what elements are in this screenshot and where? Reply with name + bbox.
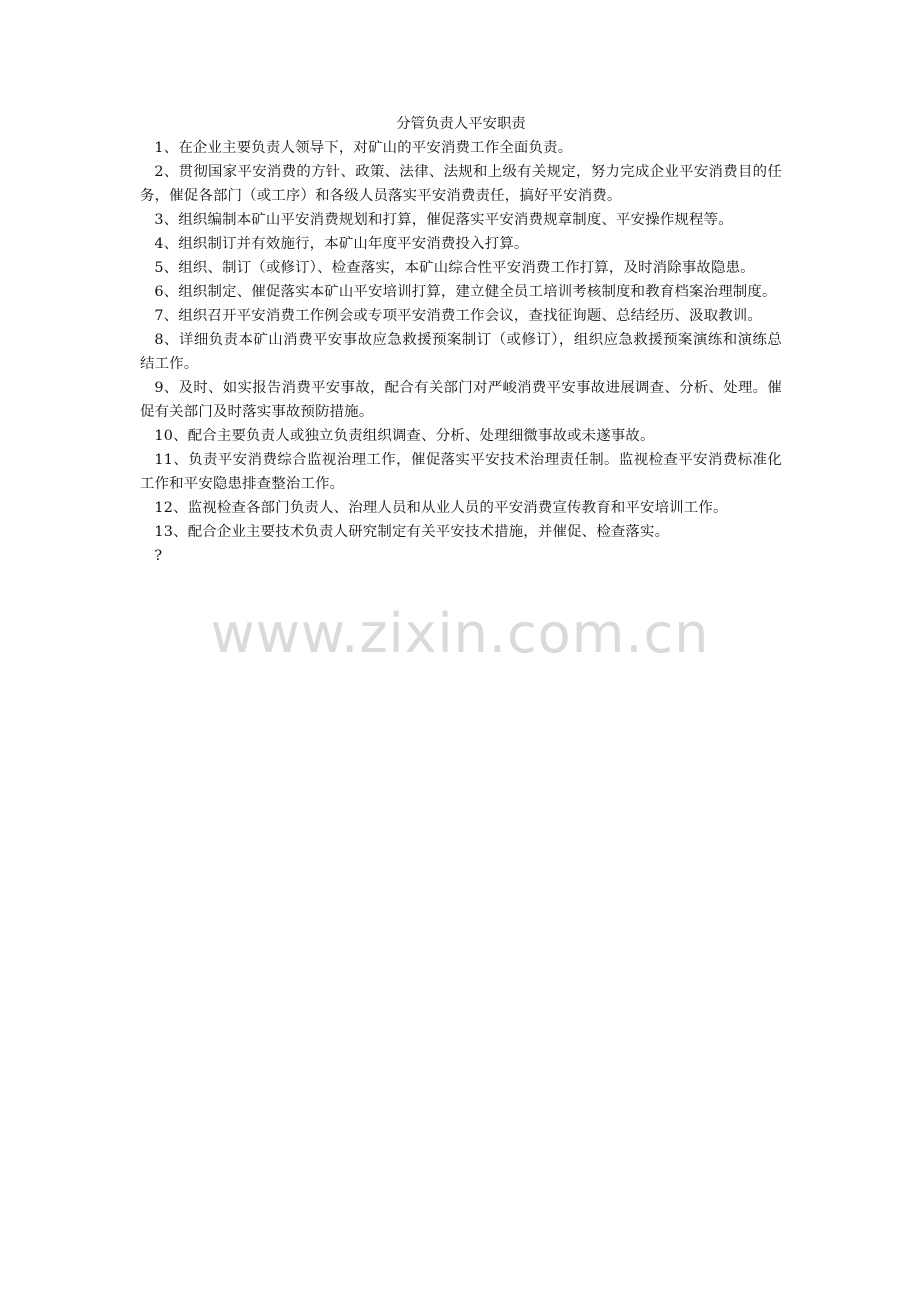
paragraph-6: 6、组织制定、催促落实本矿山平安培训打算，建立健全员工培训考核制度和教育档案治理制度。 xyxy=(154,284,777,300)
document-title: 分管负责人平安职责 xyxy=(396,116,526,132)
paragraph-11: 11、负责平安消费综合监视治理工作，催促落实平安技术治理责任制。监视检查平安消费标准化工作和平安隐患排查整治工作。 xyxy=(140,452,782,492)
paragraph-13: 13、配合企业主要技术负责人研究制定有关平安技术措施，并催促、检查落实。 xyxy=(154,524,670,540)
paragraph-4: 4、组织制订并有效施行，本矿山年度平安消费投入打算。 xyxy=(154,236,529,252)
paragraph-7: 7、组织召开平安消费工作例会或专项平安消费工作会议，查找征询题、总结经历、汲取教训。 xyxy=(154,308,762,324)
paragraph-12: 12、监视检查各部门负责人、治理人员和从业人员的平安消费宣传教育和平安培训工作。 xyxy=(154,500,728,516)
watermark: www.zixin.com.cn xyxy=(210,602,710,665)
paragraph-5: 5、组织、制订（或修订）、检查落实，本矿山综合性平安消费工作打算，及时消除事故隐患。 xyxy=(154,260,755,276)
paragraph-8: 8、详细负责本矿山消费平安事故应急救援预案制订（或修订），组织应急救援预案演练和演练总结工作。 xyxy=(140,332,782,372)
trailing-mark: ? xyxy=(154,548,163,564)
paragraph-2: 2、贯彻国家平安消费的方针、政策、法律、法规和上级有关规定，努力完成企业平安消费目的任务，催促各部门（或工序）和各级人员落实平安消费责任，搞好平安消费。 xyxy=(140,164,782,204)
paragraph-3: 3、组织编制本矿山平安消费规划和打算，催促落实平安消费规章制度、平安操作规程等。 xyxy=(154,212,733,228)
paragraph-9: 9、及时、如实报告消费平安事故，配合有关部门对严峻消费平安事故进展调查、分析、处理。催促有关部门及时落实事故预防措施。 xyxy=(140,380,782,420)
paragraph-10: 10、配合主要负责人或独立负责组织调查、分析、处理细微事故或未遂事故。 xyxy=(154,428,655,444)
paragraph-1: 1、在企业主要负责人领导下，对矿山的平安消费工作全面负责。 xyxy=(154,140,573,156)
document-body xyxy=(140,112,782,568)
